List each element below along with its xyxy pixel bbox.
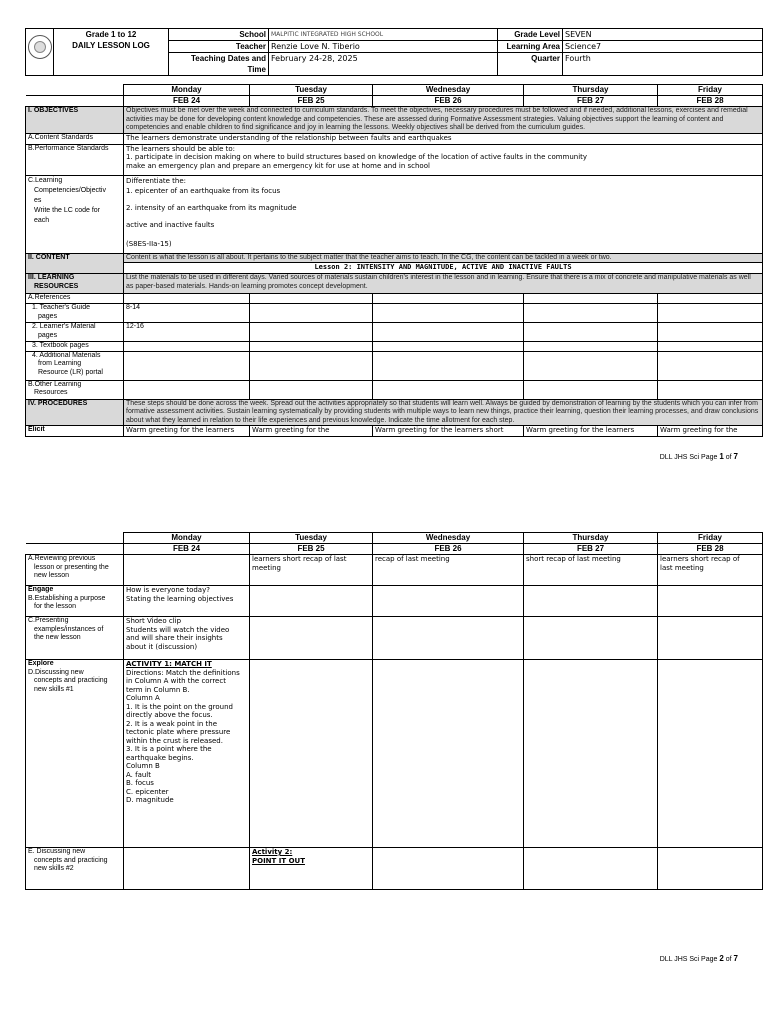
review-tuesday: learners short recap of last meeting [250, 555, 373, 586]
elicit-thursday: Warm greeting for the learners [524, 426, 658, 437]
day-friday: Friday [658, 533, 763, 544]
objectives-label: I. OBJECTIVES [26, 107, 124, 134]
content-label: II. CONTENT [26, 253, 124, 274]
teachers-guide-label: 1. Teacher's Guide pages [26, 304, 124, 323]
day-thursday: Thursday [524, 533, 658, 544]
learning-competencies-label: C.Learning Competencies/Objectiv es Write the LC code for each [26, 175, 124, 253]
review-wednesday: recap of last meeting [373, 555, 524, 586]
date-wednesday: FEB 26 [373, 96, 524, 107]
activity-1-line: Directions: Match the definitions [126, 668, 240, 677]
references-label: A.References [26, 294, 124, 304]
elicit-monday: Warm greeting for the learners [124, 426, 250, 437]
activity-2-tuesday: Activity 2: POINT IT OUT [250, 848, 373, 890]
procedures-note: These steps should be done across the week. Spread out the activities appropriately so that students will learn well. Always be guided by demonstration of learning by the students which you can infer from formative assessment activities. Sustain learning systematically by providing students with multiple ways to learn new things, practice their learning, question their learning processes, and draw conclusions about what they learned in relation to their life experiences and previous knowledge. Indicate the time allotment for each step. [124, 399, 763, 426]
date-friday: FEB 28 [658, 96, 763, 107]
date-monday: FEB 24 [124, 544, 250, 555]
date-tuesday: FEB 25 [250, 544, 373, 555]
presenting-monday: Short Video clip Students will watch the video and will share their insights about it (discussion) [124, 617, 250, 660]
learning-area-value: Science7 [563, 41, 763, 53]
learning-area-label: Learning Area [498, 41, 563, 53]
log-title: DAILY LESSON LOG [72, 41, 150, 50]
dates-label: Teaching Dates and Time [169, 53, 269, 76]
learners-material-label: 2. Learner's Material pages [26, 323, 124, 342]
dates-value: February 24-28, 2025 [269, 53, 498, 76]
activity-1-line: B. focus [126, 779, 154, 787]
learning-competencies-value: Differentiate the: 1. epicenter of an earthquake from its focus 2. intensity of an earthquake from its magnitude active and inactive faults (S8ES-IIa-15) [124, 175, 763, 253]
date-wednesday: FEB 26 [373, 544, 524, 555]
page-footer-2: DLL JHS Sci Page 2 of 7 [659, 954, 738, 963]
procedures-label: IV. PROCEDURES [26, 399, 124, 426]
activity-1-line: in Column A with the correct [126, 677, 226, 685]
activity-1-title: ACTIVITY 1: MATCH IT [126, 660, 212, 668]
activity-1-body [126, 669, 247, 805]
grade-level-label: Grade Level [498, 29, 563, 41]
date-friday: FEB 28 [658, 544, 763, 555]
school-label: School [169, 29, 269, 41]
teacher-label: Teacher [169, 41, 269, 53]
establishing-purpose-label: Engage B.Establishing a purpose for the lesson [26, 586, 124, 617]
activity-1-line: earthquake begins. [126, 753, 194, 762]
header-table [25, 28, 763, 76]
reviewing-label: A.Reviewing previous lesson or presenting the new lesson [26, 555, 124, 586]
day-wednesday: Wednesday [373, 533, 524, 544]
lesson-log-table-2 [25, 532, 763, 890]
discussing-skills-2-label: E. Discussing new concepts and practicing new skills #2 [26, 848, 124, 890]
activity-1-line: 1. It is the point on the ground [126, 702, 233, 711]
content-note: Content is what the lesson is all about. It pertains to the subject matter that the teacher aims to teach. In the CG, the content can be tackled in a week or two. [124, 253, 763, 263]
date-monday: FEB 24 [124, 96, 250, 107]
elicit-friday: Warm greeting for the [658, 426, 763, 437]
content-standards-label: A.Content Standards [26, 133, 124, 144]
day-monday: Monday [124, 533, 250, 544]
lesson-title: Lesson 2: INTENSITY AND MAGNITUDE, ACTIVE AND INACTIVE FAULTS [124, 263, 763, 274]
date-thursday: FEB 27 [524, 96, 658, 107]
grade-range: Grade 1 to 12 [85, 30, 137, 39]
day-thursday: Thursday [524, 85, 658, 96]
elicit-label: Elicit [26, 426, 124, 437]
day-wednesday: Wednesday [373, 85, 524, 96]
activity-1-line: A. fault [126, 770, 151, 779]
teacher-value: Renzie Love N. Tiberio [269, 41, 498, 53]
activity-1-line: C. epicenter [126, 787, 169, 796]
activity-1-line: within the crust is released. [126, 736, 223, 745]
activity-1-line: D. magnitude [126, 796, 174, 804]
performance-line-3: make an emergency plan and prepare an emergency kit for use at home and in school [126, 161, 430, 170]
performance-line-2: 1. participate in decision making on where to build structures based on knowledge of the location of active faults in the community [126, 153, 588, 161]
review-friday: learners short recap of last meeting [658, 555, 763, 586]
activity-1-line: Column A [126, 694, 160, 702]
school-value: MALPITIC INTEGRATED HIGH SCHOOL [269, 29, 498, 41]
content-standards-value: The learners demonstrate understanding of the relationship between faults and earthquakes [124, 133, 763, 144]
date-thursday: FEB 27 [524, 544, 658, 555]
activity-1-line: term in Column B. [126, 685, 190, 694]
deped-seal-icon [28, 35, 52, 59]
activity-1-line: directly above the focus. [126, 711, 213, 719]
elicit-wednesday: Warm greeting for the learners short [373, 426, 524, 437]
learning-resources-label: III. LEARNING RESOURCES [26, 274, 124, 294]
day-tuesday: Tuesday [250, 533, 373, 544]
page-footer-1: DLL JHS Sci Page 1 of 7 [659, 452, 738, 461]
teachers-guide-pages: 8-14 [124, 304, 250, 323]
presenting-examples-label: C.Presenting examples/instances of the new lesson [26, 617, 124, 660]
performance-standards-label: B.Performance Standards [26, 144, 124, 175]
day-monday: Monday [124, 85, 250, 96]
day-friday: Friday [658, 85, 763, 96]
engage-monday: How is everyone today? Stating the learning objectives [124, 586, 250, 617]
learning-resources-note: List the materials to be used in different days. Varied sources of materials sustain children's interest in the lesson and in learning. Ensure that there is a mix of concrete and manipulative materials as well as paper-based materials. Hands-on learning promotes concept development. [124, 274, 763, 294]
lesson-log-table-1 [25, 84, 763, 437]
quarter-label: Quarter [498, 53, 563, 76]
discussing-skills-1-label: Explore D.Discussing new concepts and practicing new skills #1 [26, 660, 124, 848]
date-tuesday: FEB 25 [250, 96, 373, 107]
textbook-pages-label: 3. Textbook pages [26, 342, 124, 352]
additional-materials-label: 4. Additional Materials from Learning Resource (LR) portal [26, 351, 124, 380]
other-resources-label: B.Other Learning Resources [26, 380, 124, 399]
activity-1-line: 3. It is a point where the [126, 745, 212, 753]
review-thursday: short recap of last meeting [524, 555, 658, 586]
elicit-tuesday: Warm greeting for the [250, 426, 373, 437]
quarter-value: Fourth [563, 53, 763, 76]
activity-1-line: tectonic plate where pressure [126, 728, 231, 736]
activity-1-monday [124, 660, 250, 848]
learners-material-pages: 12-16 [124, 323, 250, 342]
grade-level-value: SEVEN [563, 29, 763, 41]
performance-line-1: The learners should be able to: [126, 144, 236, 153]
deped-seal-cell [26, 29, 54, 76]
activity-1-line: 2. It is a weak point in the [126, 719, 218, 728]
objectives-note: Objectives must be met over the week and connected to curriculum standards. To meet the objectives, necessary procedures must be followed and if needed, additional lessons, exercises and remedial activities may be done for developing content knowledge and competencies. These are assessed during Formative Assessment strategies. Valuing objectives support the learning of content and competencies and enable children to find significance and joy in learning the lessons. Weekly objectives shall be derived from the curriculum guides. [124, 107, 763, 134]
activity-1-line: Column B [126, 762, 160, 770]
day-tuesday: Tuesday [250, 85, 373, 96]
